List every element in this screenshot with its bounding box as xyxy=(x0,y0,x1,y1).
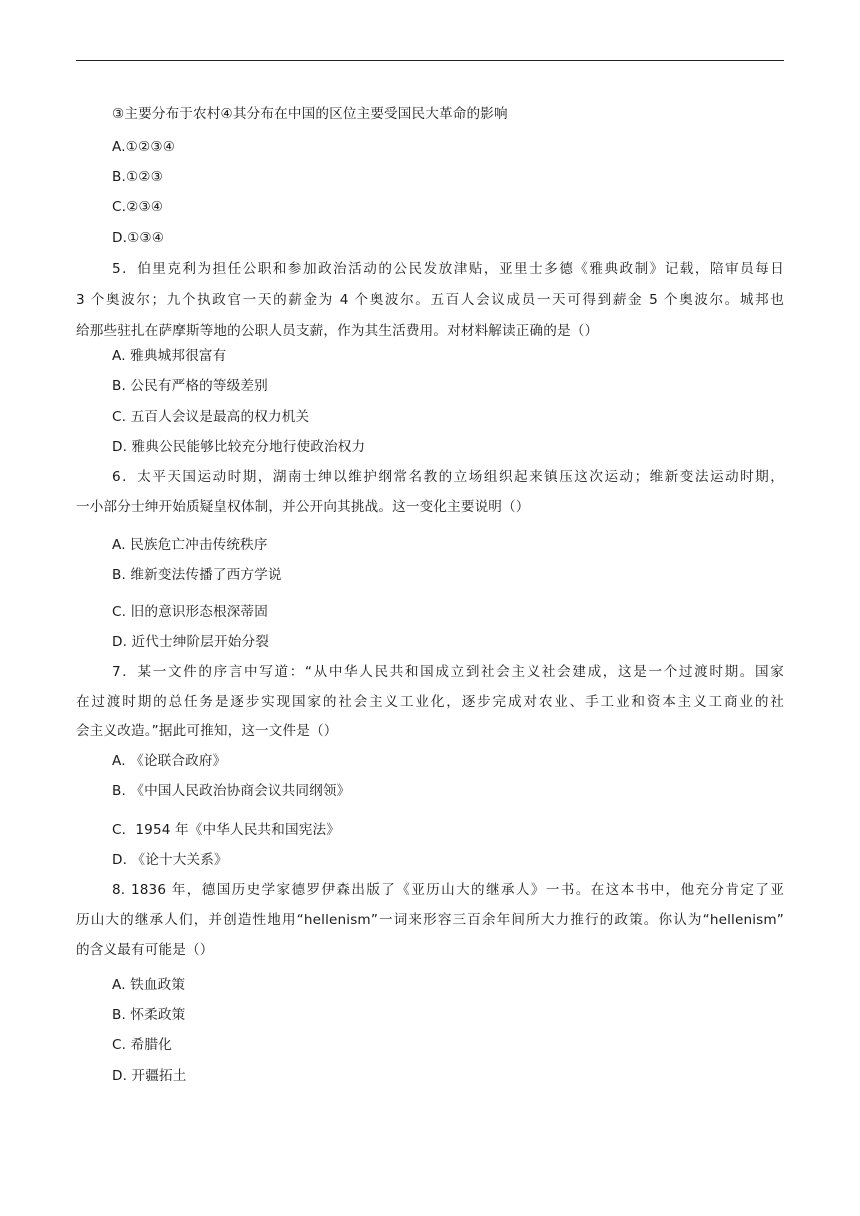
q5-option-d: D. 雅典公民能够比较充分地行使政治权力 xyxy=(112,439,366,455)
q8-option-a: A. 铁血政策 xyxy=(112,977,186,993)
q5-option-c: C. 五百人会议是最高的权力机关 xyxy=(112,409,310,425)
q7-option-b: B. 《中国人民政治协商会议共同纲领》 xyxy=(112,783,351,799)
q7-stem-line-1: 7．某一文件的序言中写道：“从中华人民共和国成立到社会主义社会建成，这是一个过渡时期。国家 xyxy=(112,664,784,680)
q4-option-d: D.①③④ xyxy=(112,230,165,246)
q5-stem-line-1: 5．伯里克利为担任公职和参加政治活动的公民发放津贴，亚里士多德《雅典政制》记载，陪审员每日 xyxy=(112,261,784,277)
q8-option-d: D. 开疆拓土 xyxy=(112,1068,187,1084)
q5-stem-line-2: 3 个奥波尔；九个执政官一天的薪金为 4 个奥波尔。五百人会议成员一天可得到薪金 5 个奥波尔。城邦也 xyxy=(76,292,784,308)
q8-stem-line-3: 的含义最有可能是（） xyxy=(76,942,214,958)
q5-option-b: B. 公民有严格的等级差别 xyxy=(112,378,268,394)
q6-stem-line-1: 6．太平天国运动时期，湖南士绅以维护纲常名教的立场组织起来镇压这次运动；维新变法运动时期， xyxy=(112,469,784,485)
q7-option-a: A. 《论联合政府》 xyxy=(112,753,227,769)
q6-option-d: D. 近代士绅阶层开始分裂 xyxy=(112,634,269,650)
q4-stem-tail: ③主要分布于农村④其分布在中国的区位主要受国民大革命的影响 xyxy=(112,106,508,122)
q7-stem-line-3: 会主义改造。”据此可推知，这一文件是（） xyxy=(76,723,338,739)
q4-option-b: B.①②③ xyxy=(112,169,163,185)
q8-stem-line-2: 历山大的继承人们，并创造性地用“hellenism”一词来形容三百余年间所大力推行的政策。你认为“hellenism” xyxy=(76,912,784,928)
q4-option-a: A.①②③④ xyxy=(112,139,176,155)
q8-option-b: B. 怀柔政策 xyxy=(112,1007,186,1023)
q7-option-c: C．1954 年《中华人民共和国宪法》 xyxy=(112,822,340,838)
q6-option-a: A. 民族危亡冲击传统秩序 xyxy=(112,537,268,553)
q5-option-a: A. 雅典城邦很富有 xyxy=(112,348,227,364)
q6-stem-line-2: 一小部分士绅开始质疑皇权体制，并公开向其挑战。这一变化主要说明（） xyxy=(76,499,530,515)
q5-stem-line-3: 给那些驻扎在萨摩斯等地的公职人员支薪，作为其生活费用。对材料解读正确的是（） xyxy=(76,323,599,339)
q8-stem-line-1: 8. 1836 年，德国历史学家德罗伊森出版了《亚历山大的继承人》一书。在这本书中，他充分肯定了亚 xyxy=(112,882,784,898)
header-rule xyxy=(76,60,784,61)
q4-option-c: C.②③④ xyxy=(112,199,164,215)
q6-option-c: C. 旧的意识形态根深蒂固 xyxy=(112,604,269,620)
q7-stem-line-2: 在过渡时期的总任务是逐步实现国家的社会主义工业化，逐步完成对农业、手工业和资本主义工商业的社 xyxy=(76,694,784,710)
q7-option-d: D. 《论十大关系》 xyxy=(112,852,228,868)
q6-option-b: B. 维新变法传播了西方学说 xyxy=(112,567,282,583)
q8-option-c: C. 希腊化 xyxy=(112,1037,172,1053)
